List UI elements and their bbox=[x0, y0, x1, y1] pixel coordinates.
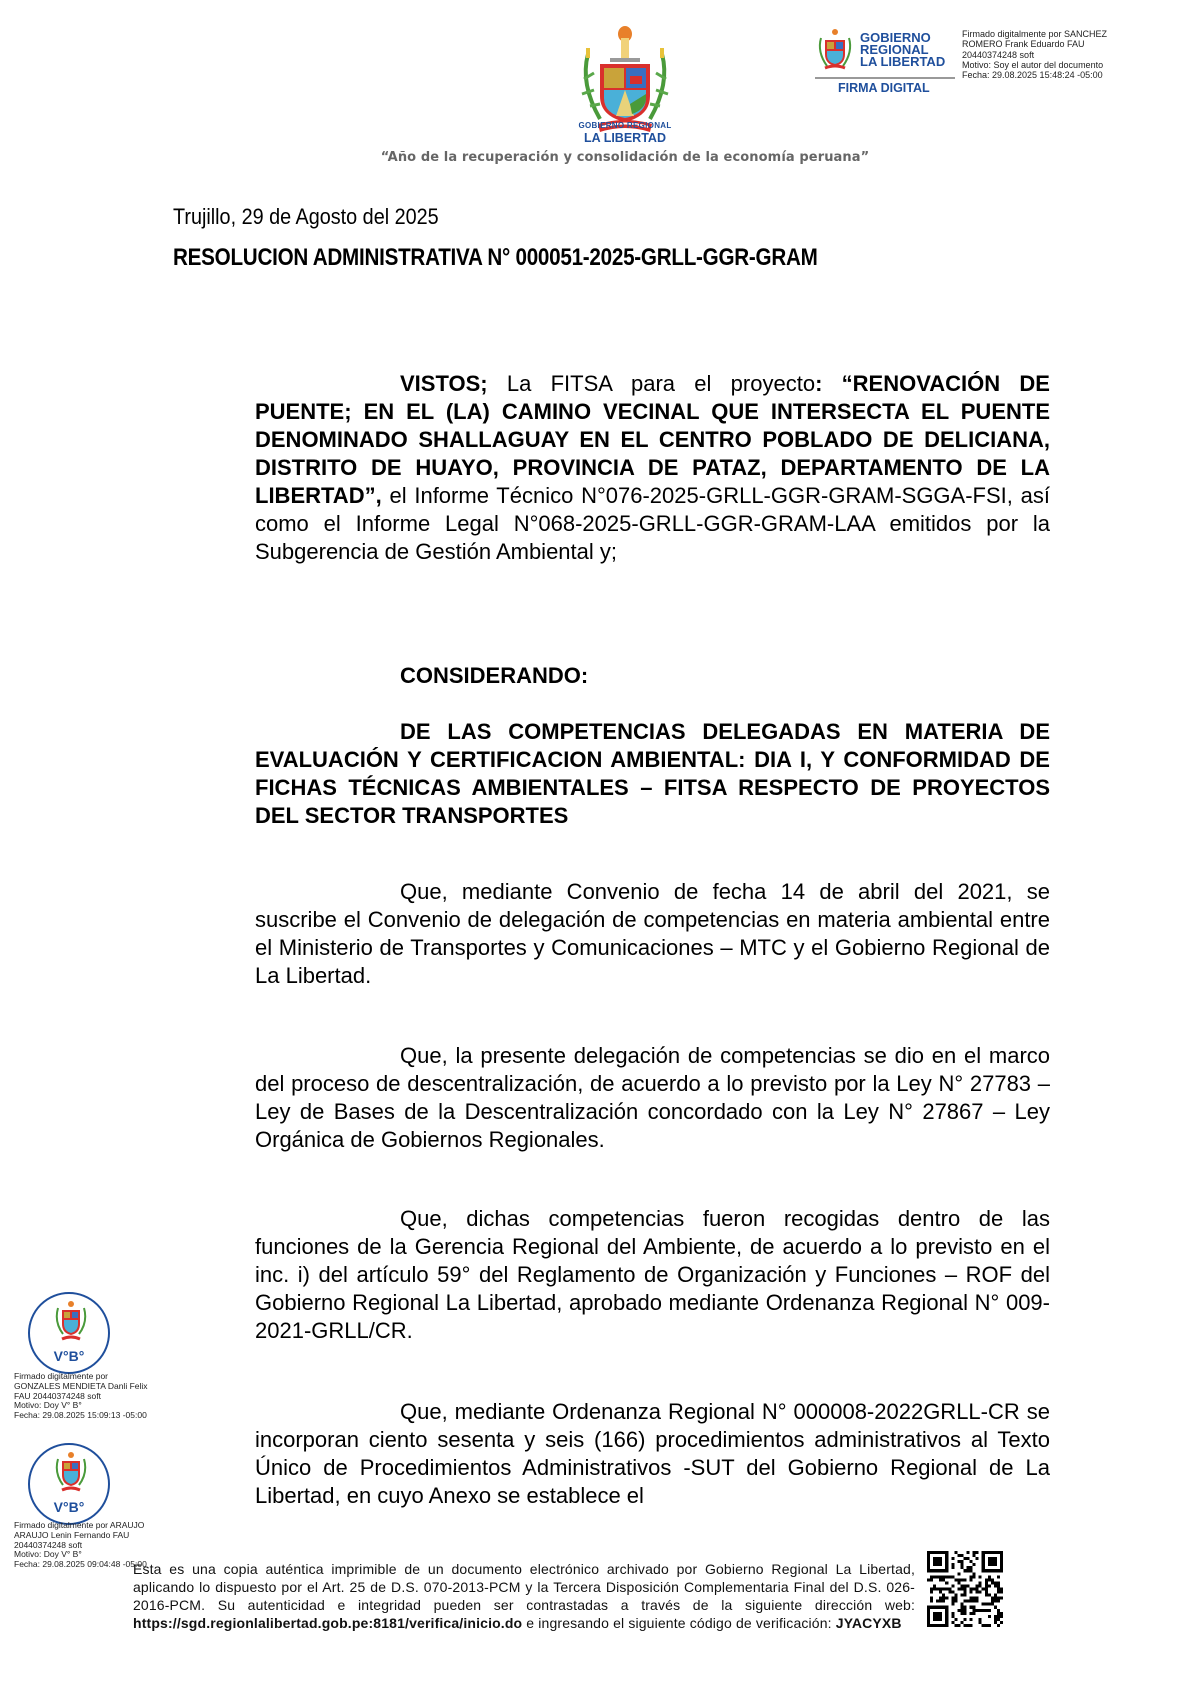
firma-brand-line: LA LIBERTAD bbox=[860, 54, 946, 69]
vistos-text-2: el Informe Técnico N°076-2025-GRLL-GGR-GRAM-SGGA-FSI, así como el Informe Legal N°068-2025-GRLL-GGR-GRAM-LAA emitidos por la Subgerencia de Gestión Ambiental y; bbox=[255, 483, 1050, 564]
firma-info-line: ROMERO Frank Eduardo FAU bbox=[962, 39, 1085, 50]
body-paragraph: Que, mediante Ordenanza Regional N° 000008-2022GRLL-CR se incorporan ciento sesenta y seis (166) procedimientos administrativos al Texto Único de Procedimientos Administrativos -SUT del Gobierno Regional de La Libertad, en cuyo Anexo se establece el bbox=[255, 1399, 1050, 1508]
document-title: RESOLUCION ADMINISTRATIVA N° 000051-2025-GRLL-GGR-GRAM bbox=[173, 244, 818, 271]
vobo-crest-icon bbox=[53, 1300, 89, 1342]
firma-brand bbox=[860, 32, 945, 68]
signature-info-line: Firmado digitalmente por ARAUJO bbox=[14, 1520, 145, 1530]
vistos-paragraph bbox=[255, 370, 1050, 566]
vistos-lead: VISTOS; bbox=[400, 371, 488, 396]
notice-text-2: e ingresando el siguiente código de verificación: bbox=[522, 1615, 836, 1631]
year-motto: “Año de la recuperación y consolidación de la economía peruana” bbox=[380, 150, 870, 165]
signature-info-line: Firmado digitalmente por bbox=[14, 1371, 109, 1381]
considerando-heading: CONSIDERANDO: bbox=[400, 663, 589, 688]
firma-divider bbox=[815, 77, 955, 79]
signature-info-line: ARAUJO Lenin Fernando FAU bbox=[14, 1529, 130, 1540]
firma-digital-label: FIRMA DIGITAL bbox=[838, 81, 930, 95]
verification-code: JYACYXB bbox=[835, 1615, 902, 1631]
firma-info bbox=[962, 29, 1107, 80]
firma-info-line: Motivo: Soy el autor del documento bbox=[962, 59, 1104, 70]
firma-crest-icon bbox=[815, 28, 855, 72]
competencias-heading: DE LAS COMPETENCIAS DELEGADAS EN MATERIA DE EVALUACIÓN Y CERTIFICACION AMBIENTAL: DIA I, Y CONFORMIDAD DE FICHAS TÉCNICAS AMBIENTALES – FITSA RESPECTO DE PROYECTOS DEL SECTOR TRANSPORTES bbox=[255, 719, 1050, 828]
vobo-stamp bbox=[28, 1443, 110, 1525]
body-paragraph: Que, la presente delegación de competencias se dio en el marco del proceso de descentralización, de acuerdo a lo previsto por la Ley N° 27783 – Ley de Bases de la Descentralización concordado con la Ley N° 27867 – Ley Orgánica de Gobiernos Regionales. bbox=[255, 1043, 1050, 1152]
vobo-crest-icon bbox=[53, 1451, 89, 1493]
qr-code-icon[interactable] bbox=[924, 1551, 1006, 1627]
vistos-text: La FITSA para el proyecto bbox=[487, 371, 816, 396]
vobo-label: V°B° bbox=[53, 1499, 85, 1515]
vistos-project: “RENOVACIÓN DE PUENTE; EN EL (LA) CAMINO VECINAL QUE INTERSECTA EL PUENTE DENOMINADO SHALLAGUAY EN EL CENTRO POBLADO DE DELICIANA, DISTRITO DE HUAYO, PROVINCIA DE PATAZ, DEPARTAMENTO DE LA LIBERTAD”, bbox=[255, 371, 1050, 508]
firma-brand-line: REGIONAL bbox=[860, 42, 929, 57]
vistos-colon: : bbox=[815, 371, 842, 396]
signature-info-line: Fecha: 29.08.2025 15:09:13 -05:00 bbox=[14, 1410, 147, 1421]
firma-info-line: Firmado digitalmente por SANCHEZ bbox=[962, 29, 1108, 39]
signature-info-line: GONZALES MENDIETA Danli Felix bbox=[14, 1380, 148, 1391]
verification-url[interactable]: https://sgd.regionlalibertad.gob.pe:8181/verifica/inicio.do bbox=[133, 1615, 523, 1631]
signature-info-line: FAU 20440374248 soft bbox=[14, 1390, 101, 1401]
signature-info-line: 20440374248 soft bbox=[14, 1539, 83, 1550]
authenticity-notice bbox=[133, 1560, 915, 1632]
vobo-stamp bbox=[28, 1292, 110, 1374]
firma-info-line: 20440374248 soft bbox=[962, 49, 1035, 60]
firma-brand-line: GOBIERNO bbox=[860, 30, 931, 45]
signature-info bbox=[14, 1521, 147, 1570]
signature-info-line: Fecha: 29.08.2025 09:04:48 -05:00 bbox=[14, 1559, 147, 1570]
document-date: Trujillo, 29 de Agosto del 2025 bbox=[173, 204, 439, 229]
body-paragraph: Que, dichas competencias fueron recogidas dentro de las funciones de la Gerencia Regional del Ambiente, de acuerdo a lo previsto en el inc. i) del artículo 59° del Reglamento de Organización y Funciones – ROF del Gobierno Regional La Libertad, aprobado mediante Ordenanza Regional N° 009-2021-GRLL/CR. bbox=[255, 1206, 1050, 1343]
crest-caption-bottom: LA LIBERTAD bbox=[584, 131, 666, 145]
signature-info bbox=[14, 1372, 148, 1421]
body-paragraph: Que, mediante Convenio de fecha 14 de abril del 2021, se suscribe el Convenio de delegación de competencias en materia ambiental entre el Ministerio de Transportes y Comunicaciones – MTC y el Gobierno Regional de La Libertad. bbox=[255, 879, 1050, 988]
signature-info-line: Motivo: Doy V° B° bbox=[14, 1400, 82, 1411]
signature-info-line: Motivo: Doy V° B° bbox=[14, 1549, 82, 1560]
notice-text: Esta es una copia auténtica imprimible de un documento electrónico archivado por Gobierno Regional La Libertad, aplicando lo dispuesto por el Art. 25 de D.S. 070-2013-PCM y la Tercera Disposición Complementaria Final del D.S. 026- 2016-PCM. Su autenticidad e integridad pueden ser contrastadas a través de la siguiente dirección web: bbox=[133, 1561, 915, 1613]
crest-caption-top: GOBIERNO REGIONAL bbox=[578, 121, 672, 130]
firma-info-line: Fecha: 29.08.2025 15:48:24 -05:00 bbox=[962, 70, 1103, 81]
vobo-label: V°B° bbox=[53, 1348, 85, 1364]
